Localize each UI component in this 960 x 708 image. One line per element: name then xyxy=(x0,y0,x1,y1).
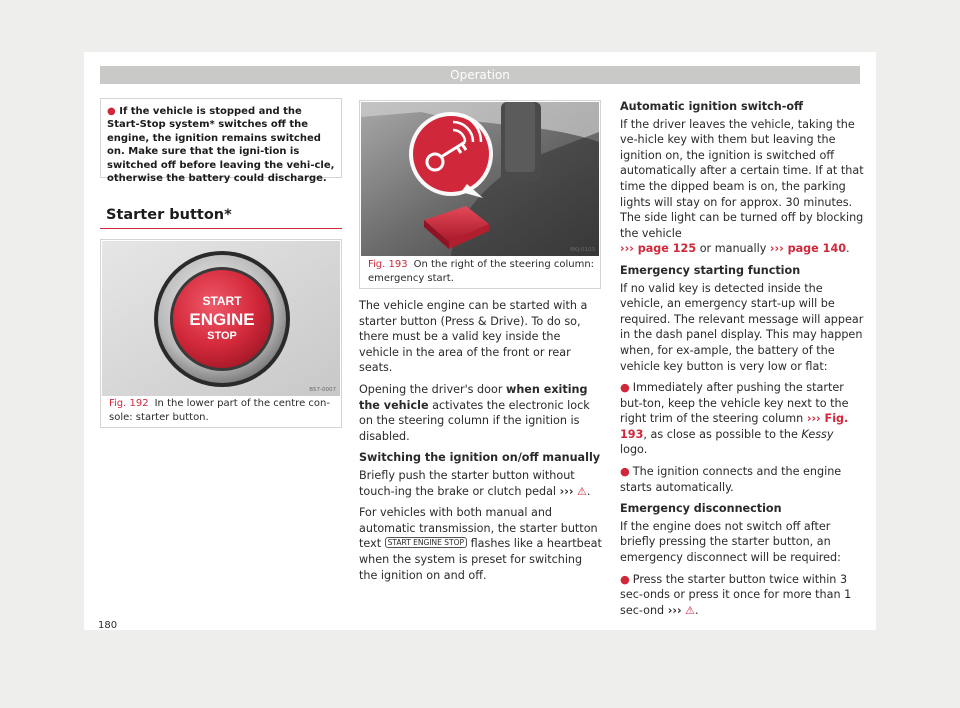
bullet-icon: ● xyxy=(620,465,630,479)
header-title: Operation xyxy=(450,68,510,82)
bullet-item xyxy=(620,380,864,458)
text: . xyxy=(586,484,591,498)
text: activates the electronic lock on the steering column if the ignition is disabled. xyxy=(359,398,590,443)
warning-triangle-icon[interactable]: ⚠ xyxy=(685,603,695,617)
page-number: 180 xyxy=(98,620,118,631)
text: Briefly push the starter button without touch-ing the brake or clutch pedal xyxy=(359,468,575,498)
warning-box xyxy=(100,98,342,185)
starter-button-illustration xyxy=(102,241,340,396)
text: logo. xyxy=(620,443,648,457)
figure-caption xyxy=(109,397,337,424)
text: , as close as possible to the xyxy=(643,427,802,441)
text: . xyxy=(695,603,699,617)
page-link[interactable]: ››› page 125 xyxy=(620,242,697,256)
subheading: Automatic ignition switch-off xyxy=(620,100,804,113)
text: Opening the driver's door xyxy=(359,382,506,396)
paragraph: If the engine does not switch off after briefly pressing the starter button, an emergency disconnect will be required: xyxy=(620,519,841,565)
subheading: Emergency disconnection xyxy=(620,502,782,516)
text: For vehicles with both manual and automatic transmission, the starter button text xyxy=(359,506,598,551)
figure-caption-text: On the right of the steering column: emergency start. xyxy=(368,259,595,284)
cross-reference-arrows[interactable]: ››› xyxy=(667,603,682,617)
text: Press the starter button twice within 3 sec-onds or press it once for more than 1 sec-ond xyxy=(620,572,852,617)
bullet-item xyxy=(620,464,864,495)
text: If the driver leaves the vehicle, taking the ve-hicle key with them but leaving the ignition on, the ignition is switched off automatically after a certain time. If at that time the dipped beam is on, the parking lights will stay on for approx. 30 minutes. The side light can be turned off by blocking the vehicle xyxy=(620,117,864,240)
right-column xyxy=(620,99,864,624)
emergency-start-image xyxy=(361,102,599,256)
section-title: Starter button* xyxy=(106,207,232,223)
button-label-start: START xyxy=(202,294,242,308)
paragraph xyxy=(359,505,603,583)
figure-caption-text: In the lower part of the centre con-sole: starter button. xyxy=(109,398,330,423)
warning-triangle-icon[interactable]: ⚠ xyxy=(577,484,587,498)
subheading: Emergency starting function xyxy=(620,263,801,277)
paragraph xyxy=(620,117,864,257)
figure-192 xyxy=(100,239,342,428)
figure-link[interactable]: ››› Fig. 193 xyxy=(620,412,849,441)
brand-name: Kessy xyxy=(801,427,834,441)
figure-number: Fig. 193 xyxy=(368,259,408,270)
figure-193 xyxy=(359,100,601,289)
bold-text: when exiting the vehicle xyxy=(359,382,588,412)
figure-code: BKJ-0103 xyxy=(570,247,595,253)
figure-number: Fig. 192 xyxy=(109,398,149,409)
text: The ignition connects and the engine starts automatically. xyxy=(620,465,842,494)
starter-button-image xyxy=(102,241,340,396)
text: or manually xyxy=(696,242,770,256)
text: flashes like a heartbeat when the system is preset for switching the ignition on and off. xyxy=(359,537,602,582)
starter-button-keycap: START ENGINE STOP xyxy=(385,537,467,548)
paragraph xyxy=(359,382,603,444)
header-band xyxy=(100,66,860,84)
button-label-engine: ENGINE xyxy=(189,310,255,329)
button-label-stop: STOP xyxy=(207,330,237,342)
cross-reference-arrows[interactable]: ››› xyxy=(559,484,574,498)
paragraph xyxy=(359,468,603,499)
warning-text: If the vehicle is stopped and the Start-Stop system* switches off the engine, the ignition remains switched on. Make sure that the igni-tion is switched off before leaving the vehi-cle, otherwise the battery could discharge. xyxy=(107,106,335,185)
paragraph: If no valid key is detected inside the vehicle, an emergency start-up will be required. The relevant message will appear in the dash panel display. This may happen when, for ex-ample, the battery of the vehicle key button is very low or flat: xyxy=(620,281,864,373)
warning-bullet: ● xyxy=(107,106,116,117)
section-divider xyxy=(100,228,342,229)
paragraph: The vehicle engine can be started with a starter button (Press & Drive). To do so, there must be a valid key inside the vehicle in the area of the front or rear seats. xyxy=(359,299,588,375)
bullet-icon: ● xyxy=(620,381,630,395)
steering-column-illustration xyxy=(361,102,599,256)
page-link[interactable]: ››› page 140 xyxy=(769,242,847,256)
subheading: Switching the ignition on/off manually xyxy=(359,451,601,465)
text: . xyxy=(846,242,850,256)
bullet-item xyxy=(620,572,864,619)
figure-caption xyxy=(368,258,596,285)
text: Immediately after pushing the starter but-ton, keep the vehicle key next to the right trim of the steering column xyxy=(620,381,849,426)
bullet-icon: ● xyxy=(620,572,630,586)
figure-code: B57-0007 xyxy=(309,387,336,393)
middle-column xyxy=(359,298,603,589)
